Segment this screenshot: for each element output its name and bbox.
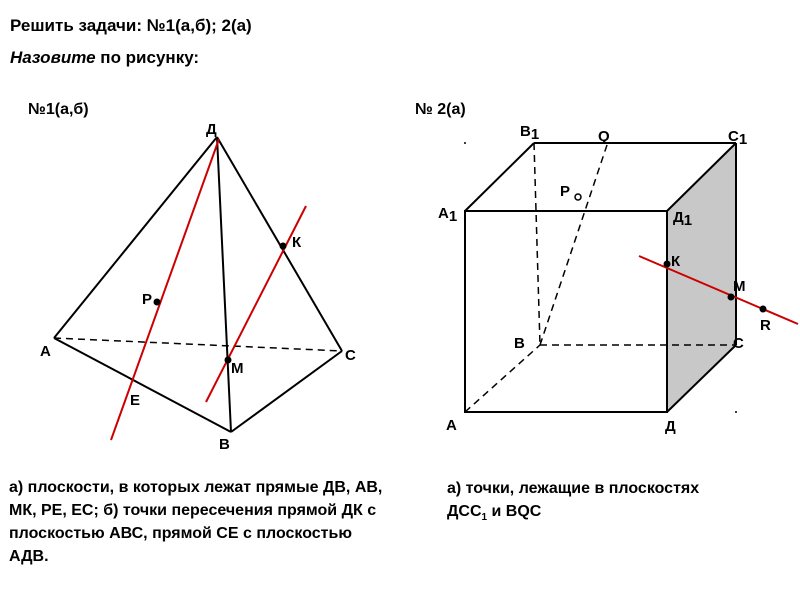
label-K: К (292, 234, 302, 251)
problem2-heading: № 2(а) (415, 101, 466, 118)
instruction-rest: по рисунку: (95, 48, 200, 67)
label-A1: А1 (438, 205, 458, 225)
label-Q: Q (598, 128, 610, 145)
point-P (575, 194, 581, 200)
edge-AC-hidden (54, 338, 342, 351)
label-D: Д (206, 121, 217, 138)
label-C: С (345, 347, 356, 364)
stray-dot (735, 411, 737, 413)
problem1-task: а) плоскости, в которых лежат прямые ДВ, АВ, МК, РЕ, ЕС; б) точки пересечения прямой ДК с плоскостью АВС, прямой СЕ с плоскостью АДВ. (9, 479, 383, 565)
label-R: R (760, 317, 771, 334)
problem2-task-line2: $ДСС_1$ и ВQС (447, 503, 542, 524)
page-title: Решить задачи: №1(а,б); 2(а) (10, 16, 252, 35)
label-D1: Д1 (673, 209, 693, 229)
label-M: М (231, 360, 244, 377)
label-C: С (733, 335, 744, 352)
label-A: А (446, 417, 457, 434)
label-P: Р (560, 183, 571, 200)
label-A: А (40, 343, 51, 360)
edge-BC (231, 351, 342, 432)
point-R (760, 306, 767, 313)
pyramid-red-lines (111, 139, 306, 440)
problem2-task (447, 477, 699, 529)
point-P (154, 299, 161, 306)
instruction-italic: Назовите (10, 48, 96, 67)
label-D: Д (665, 418, 676, 435)
edge-A1B1 (465, 143, 534, 211)
label-E: Е (130, 392, 141, 409)
label-B: В (219, 436, 230, 453)
label-B: В (514, 335, 525, 352)
pyramid-figure (54, 137, 342, 432)
edge-B1B-hidden (534, 143, 540, 345)
point-K (280, 243, 287, 250)
line-DE (111, 139, 219, 440)
edge-DB (217, 137, 231, 432)
line-BQ-hidden (540, 142, 608, 345)
stray-dot (464, 142, 466, 144)
label-B1: В1 (520, 123, 540, 143)
label-M: М (733, 278, 746, 295)
edge-AB-hidden (465, 345, 540, 412)
label-K: К (671, 253, 681, 270)
label-C1: С1 (728, 128, 748, 148)
problem1-heading: №1(а,б) (28, 101, 89, 118)
point-K (664, 261, 671, 268)
label-P: Р (142, 291, 153, 308)
edge-DA (54, 137, 217, 338)
problem2-task-line1: а) точки, лежащие в плоскостях (447, 480, 700, 497)
face-DCC1D1-shaded (667, 143, 736, 412)
edge-DC (217, 137, 342, 351)
pyramid-points (154, 243, 287, 364)
front-face (465, 211, 667, 412)
